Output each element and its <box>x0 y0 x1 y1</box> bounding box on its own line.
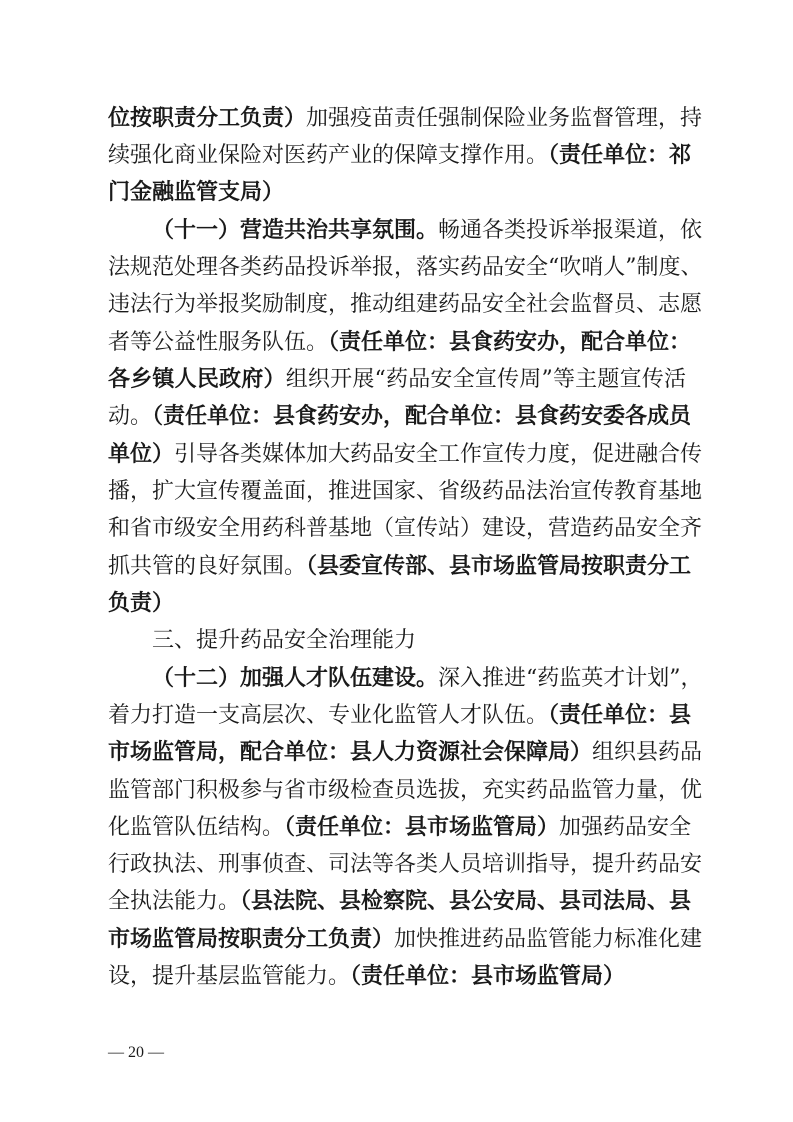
text-line <box>108 365 686 395</box>
text-run: 组织开展“药品安全宣传周”等主题宣传活 <box>285 367 686 392</box>
text-line <box>108 477 703 507</box>
text-run: 加强疫苗责任强制保险业务监督管理，持 <box>306 106 703 131</box>
text-run: 引导各类媒体加大药品安全工作宣传力度，促进融合传 <box>174 442 703 467</box>
bold-text-run: 市场监管局按职责分工负责） <box>108 927 395 952</box>
text-run: 全执法能力。 <box>108 889 241 914</box>
text-run: 续强化商业保险对医药产业的保障支撑作用。 <box>108 143 549 168</box>
bold-text-run: （责任单位：县市场监管局） <box>284 815 560 840</box>
text-line <box>108 253 703 283</box>
text-run: 三、提升药品安全治理能力 <box>152 628 417 653</box>
text-line <box>108 850 703 880</box>
bold-text-run: （县委宣传部、县市场监管局按职责分工 <box>306 554 692 579</box>
text-run: 加强药品安全 <box>559 815 692 840</box>
bold-text-run: 单位） <box>108 442 175 467</box>
text-run: 者等公益性服务队伍。 <box>108 330 329 355</box>
bold-text-run: （责任单位：祁 <box>548 143 692 168</box>
text-run: 违法行为举报奖励制度，推动组建药品安全社会监督员、志愿 <box>108 292 703 317</box>
text-run: 化监管队伍结构。 <box>108 815 285 840</box>
text-line <box>108 925 703 955</box>
bold-text-run: （十一）营造共治共享氛围。 <box>152 218 439 243</box>
bold-text-run: （责任单位：县 <box>548 703 692 728</box>
text-run: 设，提升基层监管能力。 <box>108 964 351 989</box>
text-run: 动。 <box>108 404 153 429</box>
text-line <box>108 962 686 992</box>
text-run: 深入推进“药监英才计划”， <box>438 666 703 691</box>
bold-text-run: （责任单位：县食药安办，配合单位：县食药安委各成员 <box>152 404 692 429</box>
bold-text-run: 各乡镇人民政府） <box>108 367 286 392</box>
page-number: — 20 — <box>108 1044 164 1061</box>
bold-text-run: 位按职责分工负责） <box>108 106 307 131</box>
text-line <box>108 589 686 619</box>
text-run: 抓共管的良好氛围。 <box>108 554 307 579</box>
text-line <box>152 664 703 694</box>
text-line <box>108 328 692 358</box>
text-run: 组织县药品 <box>592 740 703 765</box>
text-run: 法规范处理各类药品投诉举报，落实药品安全“吹哨人”制度、 <box>108 255 703 280</box>
text-line <box>108 776 703 806</box>
text-line <box>152 216 703 246</box>
text-run: 畅通各类投诉举报渠道，依 <box>438 218 703 243</box>
bold-text-run: （责任单位：县市场监管局） <box>350 964 626 989</box>
bold-text-run: 负责） <box>108 591 175 616</box>
text-line <box>108 141 692 171</box>
text-run: 和省市级安全用药科普基地（宣传站）建设，营造药品安全齐 <box>108 516 703 541</box>
text-run: 着力打造一支高层次、专业化监管人才队伍。 <box>108 703 549 728</box>
text-line <box>108 701 692 731</box>
text-line <box>108 514 703 544</box>
text-line <box>108 178 686 208</box>
text-line <box>108 440 703 470</box>
text-run: 监管部门积极参与省市级检查员选拔，充实药品监管力量，优 <box>108 778 703 803</box>
text-line <box>108 290 703 320</box>
text-line <box>108 552 692 582</box>
bold-text-run: 市场监管局，配合单位：县人力资源社会保障局） <box>108 740 593 765</box>
bold-text-run: （县法院、县检察院、县公安局、县司法局、县 <box>240 889 692 914</box>
text-run: 行政执法、刑事侦查、司法等各类人员培训指导，提升药品安 <box>108 852 703 877</box>
text-line <box>108 738 703 768</box>
bold-text-run: 门金融监管支局） <box>108 180 285 205</box>
bold-text-run: （责任单位：县食药安办，配合单位： <box>328 330 692 355</box>
bold-text-run: （十二）加强人才队伍建设。 <box>152 666 439 691</box>
text-run: 加快推进药品监管能力标准化建 <box>394 927 703 952</box>
text-line <box>108 813 692 843</box>
text-line <box>108 104 703 134</box>
text-run: 播，扩大宣传覆盖面，推进国家、省级药品法治宣传教育基地 <box>108 479 703 504</box>
text-line <box>152 626 686 656</box>
text-line <box>108 402 692 432</box>
text-line <box>108 887 692 917</box>
